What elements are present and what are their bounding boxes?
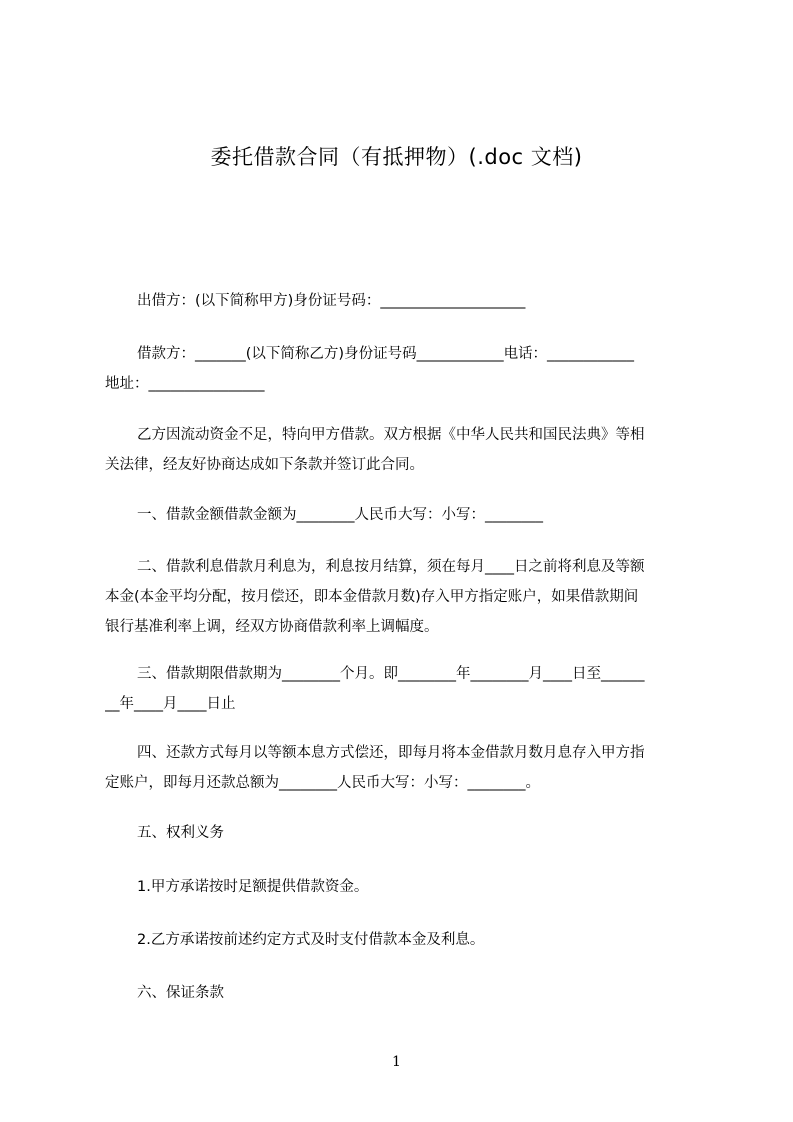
page-number: 1: [392, 1054, 401, 1070]
paragraph-line: 四、还款方式每月以等额本息方式偿还，即每月将本金借款月数月息存入甲方指: [137, 745, 645, 761]
clause-rights-obligations: [105, 818, 700, 848]
clause-loan-amount: [105, 500, 700, 530]
paragraph-line: 五、权利义务: [137, 825, 224, 841]
paragraph-line: 地址：________________: [105, 376, 265, 392]
clause-interest: [105, 552, 700, 642]
borrower-paragraph: [105, 339, 700, 399]
paragraph-line: 定账户，即每月还款总额为________人民币大写：小写：________。: [105, 775, 540, 791]
paragraph-line: 2.乙方承诺按前述约定方式及时支付借款本金及利息。: [137, 932, 485, 948]
obligation-item-2: [105, 925, 700, 955]
paragraph-line: 一、借款金额借款金额为________人民币大写：小写：________: [137, 507, 543, 523]
paragraph-line: __年____月____日止: [105, 696, 236, 712]
paragraph-line: 银行基准利率上调，经双方协商借款利率上调幅度。: [105, 619, 439, 635]
clause-term: [105, 659, 700, 719]
paragraph-line: 关法律，经友好协商达成如下条款并签订此合同。: [105, 457, 424, 473]
obligation-item-1: [105, 872, 700, 902]
paragraph-line: 本金(本金平均分配，按月偿还，即本金借款月数)存入甲方指定账户，如果借款期间: [105, 589, 639, 605]
document-title: 委托借款合同（有抵押物）(.doc 文档): [210, 145, 583, 169]
paragraph-line: 1.甲方承诺按时足额提供借款资金。: [137, 879, 369, 895]
paragraph-line: 三、借款期限借款期为________个月。即________年________月____日至______: [137, 666, 645, 682]
paragraph-line: 二、借款利息借款月利息为，利息按月结算，须在每月____日之前将利息及等额: [137, 559, 645, 575]
paragraph-line: 出借方：(以下简称甲方)身份证号码：____________________: [137, 293, 526, 309]
lender-paragraph: [105, 286, 700, 316]
clause-repayment: [105, 738, 700, 798]
paragraph-line: 借款方：_______(以下简称乙方)身份证号码____________电话：____________: [137, 346, 635, 362]
paragraph-line: 乙方因流动资金不足，特向甲方借款。双方根据《中华人民共和国民法典》等相: [137, 427, 645, 443]
paragraph-line: 六、保证条款: [137, 985, 224, 1001]
clause-guarantee: [105, 978, 700, 1008]
preamble-paragraph: [105, 420, 700, 480]
